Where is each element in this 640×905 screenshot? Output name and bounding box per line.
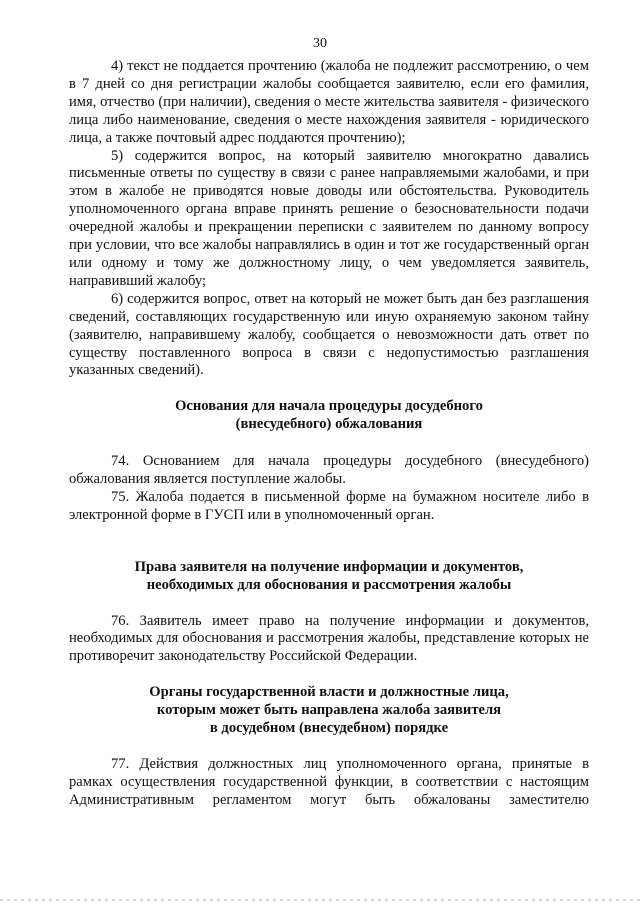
- spacer: [69, 380, 589, 398]
- spacer: [69, 666, 589, 684]
- spacer: [69, 525, 589, 559]
- heading-authorities: [69, 684, 589, 738]
- heading-appeal-grounds: [69, 398, 589, 434]
- spacer: [69, 595, 589, 613]
- paragraph-74: 74. Основанием для начала процедуры досудебного (внесудебного) обжалования является поступление жалобы.: [69, 453, 589, 488]
- heading-line: в досудебном (внесудебном) порядке: [209, 720, 449, 737]
- paragraph-item-4: 4) текст не поддается прочтению (жалоба не подлежит рассмотрению, о чем в 7 дней со дня регистрации жалобы сообщается заявителю, если его фамилия, имя, отчество (при наличии), сведения о месте жительства заявителя - физического лица либо наименование, сведения о месте нахождения заявителя - юридического лица, а также почтовый адрес поддаются прочтению);: [69, 58, 589, 146]
- scan-edge-artifact: [0, 899, 640, 901]
- paragraph-76: 76. Заявитель имеет право на получение информации и документов, необходимых для обоснования и рассмотрения жалобы, представление которых не противоречит законодательству Российской Федерации.: [69, 612, 589, 665]
- paragraph-item-6: 6) содержится вопрос, ответ на который не может быть дан без разглашения сведений, составляющих государственную или иную охраняемую законом тайну (заявителю, направившему жалобу, сообщается о невозможности дать ответ по существу поставленного вопроса в связи с недопустимостью разглашения указанных сведений).: [69, 290, 589, 379]
- page-body: [69, 58, 589, 810]
- heading-applicant-rights: [69, 559, 589, 595]
- heading-line: Органы государственной власти и должностные лица,: [149, 684, 509, 701]
- heading-line: Права заявителя на получение информации и документов,: [134, 558, 524, 575]
- page-number: 30: [313, 36, 327, 51]
- spacer: [69, 738, 589, 756]
- paragraph-75: 75. Жалоба подается в письменной форме на бумажном носителе либо в электронной форме в ГУСП или в уполномоченный орган.: [69, 488, 589, 523]
- heading-line: Основания для начала процедуры досудебного: [175, 398, 483, 415]
- heading-line: необходимых для обоснования и рассмотрения жалобы: [146, 576, 512, 593]
- spacer: [69, 434, 589, 453]
- heading-line: которым может быть направлена жалоба заявителя: [156, 702, 502, 719]
- paragraph-77: 77. Действия должностных лиц уполномоченного органа, принятые в рамках осуществления государственной функции, в соответствии с настоящим Административным регламентом могут быть обжалованы заместителю: [69, 756, 589, 808]
- heading-line: (внесудебного) обжалования: [235, 416, 423, 433]
- paragraph-item-5: 5) содержится вопрос, на который заявителю многократно давались письменные ответы по существу в связи с ранее направляемыми жалобами, и при этом в жалобе не приводятся новые доводы или обстоятельства. Руководитель уполномоченного органа вправе принять решение о безосновательности подачи очередной жалобы и прекращении переписки с заявителем по данному вопросу при условии, что все жалобы направлялись в один и тот же государственный орган или одному и тому же должностному лицу, о чем уведомляется заявитель, направивший жалобу;: [69, 147, 589, 289]
